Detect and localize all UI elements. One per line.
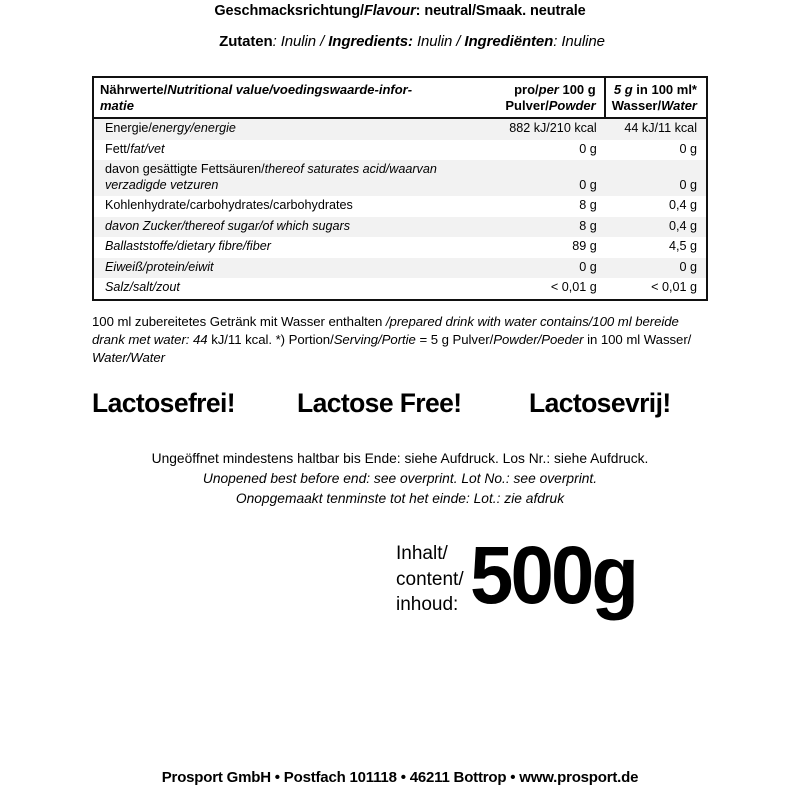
table-row	[94, 278, 706, 299]
ingredients-label-de: Zutaten	[219, 33, 273, 50]
prepared-drink-note	[92, 313, 712, 367]
best-before-de: Ungeöffnet mindestens haltbar bis Ende: siehe Aufdruck. Los Nr.: siehe Aufdruck.	[151, 451, 649, 466]
row-value-per5g: 0 g	[605, 160, 706, 196]
header-title-en: Nutritional value/voedingswaarde-infor-	[167, 82, 413, 97]
ingredients-sep-1: : Inulin /	[272, 33, 329, 50]
lactose-free-de: Lactosefrei!	[92, 388, 236, 418]
col1-line1-b: per	[538, 82, 559, 97]
table-row	[94, 196, 706, 217]
row-value-per5g: 4,5 g	[605, 237, 706, 258]
ingredients-label-en: Ingredients:	[328, 33, 417, 50]
table-header-row	[94, 78, 706, 118]
content-label-de: Inhalt/	[396, 543, 448, 564]
row-value-per5g: 0 g	[605, 140, 706, 161]
table-row	[94, 237, 706, 258]
best-before-nl: Onopgemaakt tenminste tot het einde: Lot.: zie afdruk	[235, 491, 565, 506]
row-label: Fett/fat/vet	[94, 140, 499, 161]
content-weight-block	[396, 530, 645, 621]
content-label-en: content/	[396, 568, 464, 590]
prep-part-5: = 5 g Pulver/	[415, 332, 494, 347]
flavour-label-de: Geschmacksrichtung/	[214, 3, 364, 19]
row-value-per100g: 0 g	[499, 160, 604, 196]
row-value-per100g: 0 g	[499, 140, 604, 161]
content-label	[396, 537, 464, 618]
flavour-value: : neutral/Smaak. neutrale	[415, 3, 586, 19]
row-label: Kohlenhydrate/carbohydrates/carbohydrates	[94, 196, 499, 217]
col2-line2-a: Wasser/	[611, 98, 662, 113]
row-value-per100g: 8 g	[499, 217, 604, 238]
row-value-per5g: 44 kJ/11 kcal	[605, 118, 706, 140]
footer-company-line: Prosport GmbH • Postfach 101118 • 46211 Bottrop • www.prosport.de	[161, 769, 639, 786]
lactose-free-nl: Lactosevrij!	[529, 388, 671, 418]
lactose-free-en: Lactose Free!	[297, 388, 462, 418]
row-label: Energie/energy/energie	[94, 118, 499, 140]
col2-line2-b: Water	[661, 98, 697, 113]
row-value-per100g: < 0,01 g	[499, 278, 604, 299]
row-value-per100g: 882 kJ/210 kcal	[499, 118, 604, 140]
ingredients-label-nl: Ingrediënten	[464, 33, 554, 50]
flavour-line	[0, 0, 800, 22]
ingredients-sep-2: /	[452, 33, 465, 50]
table-row	[94, 140, 706, 161]
row-label: Eiweiß/protein/eiwit	[94, 258, 499, 279]
ingredients-value-en: Inulin	[416, 33, 453, 50]
prep-part-7: in 100 ml Wasser/	[583, 332, 692, 347]
lactose-free-row	[92, 388, 712, 422]
row-value-per100g: 0 g	[499, 258, 604, 279]
header-title-en2: matie	[100, 98, 134, 113]
table-row	[94, 258, 706, 279]
col2-line1-a: 5 g	[613, 82, 633, 97]
col1-line2-b: Powder	[548, 98, 596, 113]
table-header-title	[94, 78, 499, 118]
table-row	[94, 118, 706, 140]
ingredients-line	[92, 31, 732, 53]
row-label: davon Zucker/thereof sugar/of which sugars	[94, 217, 499, 238]
row-label: Ballaststoffe/dietary fibre/fiber	[94, 237, 499, 258]
row-value-per5g: 0 g	[605, 258, 706, 279]
col2-line1-b: in 100 ml*	[632, 82, 697, 97]
row-value-per5g: 0,4 g	[605, 217, 706, 238]
row-label: Salz/salt/zout	[94, 278, 499, 299]
best-before-en: Unopened best before end: see overprint. Lot No.: see overprint.	[202, 471, 598, 486]
content-weight-value: 500g	[469, 530, 636, 621]
prep-part-2: /prepared drink with water contains/100 ml bereide drank met water: 44	[92, 314, 679, 347]
best-before-block	[60, 449, 740, 509]
prep-part-8: Water/Water	[92, 350, 165, 365]
row-value-per100g: 89 g	[499, 237, 604, 258]
row-value-per5g: < 0,01 g	[605, 278, 706, 299]
flavour-label-en: Flavour	[363, 3, 416, 19]
ingredients-value-nl: : Inuline	[553, 33, 605, 50]
content-label-nl: inhoud:	[396, 594, 459, 615]
header-title-de: Nährwerte/	[100, 82, 168, 97]
col1-line1-a: pro/	[514, 82, 539, 97]
table-header-col-per100g	[499, 78, 604, 118]
col1-line1-c: 100 g	[558, 82, 596, 97]
row-value-per5g: 0,4 g	[605, 196, 706, 217]
nutrition-table	[92, 76, 708, 301]
row-value-per100g: 8 g	[499, 196, 604, 217]
table-body	[94, 118, 706, 299]
table-row	[94, 217, 706, 238]
col1-line2-a: Pulver/	[505, 98, 549, 113]
row-label: davon gesättigte Fettsäuren/thereof saturates acid/waarvan verzadigde vetzuren	[94, 160, 499, 196]
prep-part-3: kJ/11 kcal. *) Portion/	[207, 332, 334, 347]
prep-part-1: 100 ml zubereitetes Getränk mit Wasser enthalten	[92, 314, 386, 329]
prep-part-6: Powder/Poeder	[493, 332, 584, 347]
prep-part-4: Serving/Portie	[333, 332, 416, 347]
table-row	[94, 160, 706, 196]
table-header-col-per5g	[605, 78, 706, 118]
